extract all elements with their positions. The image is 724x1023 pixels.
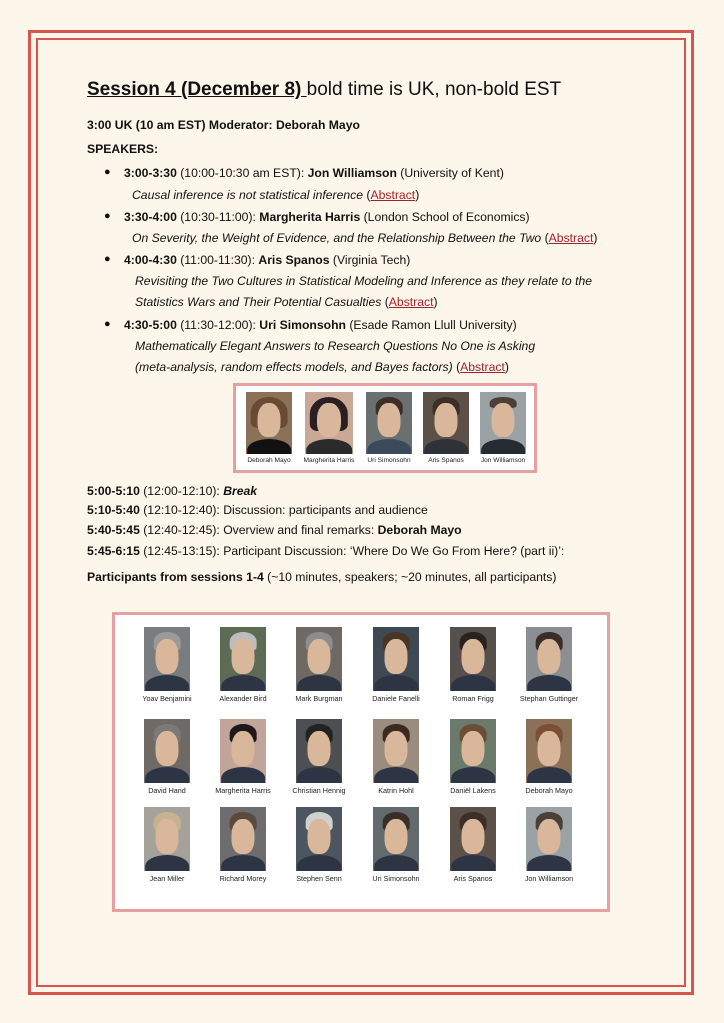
participant-name: Alexander Bird [219, 694, 267, 703]
bullet-icon: ● [104, 210, 111, 222]
participant-photo [281, 627, 357, 703]
speaker-photo: Margherita Harris [299, 392, 359, 464]
portrait-image [450, 627, 496, 691]
moderator-line: 3:00 UK (10 am EST) Moderator: Deborah Mayo [87, 118, 360, 132]
participant-name: Stephen Senn [296, 874, 342, 883]
participant-name: Richard Morey [219, 874, 267, 883]
schedule-break: 5:00-5:10 (12:00-12:10): Break [87, 484, 258, 498]
bullet-icon: ● [104, 318, 111, 330]
portrait-image [423, 392, 469, 454]
participant-photo [511, 807, 587, 883]
abstract-link[interactable]: Abstract [460, 360, 505, 374]
talk-4-title-line2: (meta-analysis, random effects models, and Bayes factors) (Abstract) [135, 360, 509, 374]
participant-photo [435, 627, 511, 703]
portrait-image [305, 392, 353, 454]
speaker-photo: Deborah Mayo [242, 392, 296, 464]
participant-name: Deborah Mayo [525, 786, 573, 795]
participant-name: Daniele Fanelli [372, 694, 420, 703]
participant-photo [129, 627, 205, 703]
participant-photo [511, 719, 587, 795]
participant-photo [281, 807, 357, 883]
participant-name: Roman Frigg [452, 694, 494, 703]
participant-photo [205, 807, 281, 883]
talk-3-title-line2: Statistics Wars and Their Potential Casualties (Abstract) [135, 295, 438, 309]
schedule-remarks: 5:40-5:45 (12:40-12:45): Overview and final remarks: Deborah Mayo [87, 523, 462, 537]
portrait-image [144, 719, 190, 783]
participant-name: David Hand [148, 786, 186, 795]
participant-name: Jon Williamson [524, 874, 574, 883]
portrait-image [246, 392, 292, 454]
portrait-image [144, 807, 190, 871]
portrait-image [373, 807, 419, 871]
abstract-link[interactable]: Abstract [370, 188, 416, 202]
portrait-image [450, 719, 496, 783]
participant-photo [205, 627, 281, 703]
participants-line: Participants from sessions 1-4 (~10 minutes, speakers; ~20 minutes, all participants) [87, 570, 557, 584]
portrait-image [480, 392, 526, 454]
participant-name: Jean Miller [149, 874, 185, 883]
participant-name: Stephan Guttinger [519, 694, 579, 703]
page-title: Session 4 (December 8) bold time is UK, non-bold EST [87, 79, 562, 100]
participant-photo [435, 719, 511, 795]
portrait-image [450, 807, 496, 871]
participant-name: Yoav Benjamini [142, 694, 192, 703]
speaker-photo: Jon Williamson [475, 392, 531, 464]
participant-photo [281, 719, 357, 795]
participant-name: Uri Simonsohn [372, 874, 420, 883]
participant-photo [358, 719, 434, 795]
bullet-icon: ● [104, 253, 111, 265]
portrait-image [526, 627, 572, 691]
participant-name: Katrin Hohl [378, 786, 414, 795]
talk-1-title: Causal inference is not statistical inference (Abstract) [132, 188, 420, 202]
portrait-image [220, 807, 266, 871]
talk-4-title-line1: Mathematically Elegant Answers to Research Questions No One is Asking [135, 339, 536, 353]
portrait-image [526, 719, 572, 783]
participant-photo [511, 627, 587, 703]
bullet-icon: ● [104, 166, 111, 178]
portrait-image [296, 719, 342, 783]
portrait-image [296, 807, 342, 871]
portrait-image [296, 627, 342, 691]
speakers-heading: SPEAKERS: [87, 142, 159, 156]
participants-photo-panel [112, 612, 610, 912]
participant-name: Margherita Harris [215, 786, 271, 795]
portrait-image [366, 392, 412, 454]
talk-2-line: 3:30-4:00 (10:30-11:00): Margherita Harris (London School of Economics) [124, 210, 530, 224]
portrait-image [220, 719, 266, 783]
speaker-photo: Aris Spanos [419, 392, 473, 464]
portrait-image [373, 719, 419, 783]
talk-2-title: On Severity, the Weight of Evidence, and the Relationship Between the Two (Abstract) [132, 231, 598, 245]
speaker-photo: Uri Simonsohn [362, 392, 416, 464]
abstract-link[interactable]: Abstract [548, 231, 594, 245]
participant-name: Daniël Lakens [450, 786, 496, 795]
participant-photo [205, 719, 281, 795]
portrait-image [526, 807, 572, 871]
participant-photo [358, 807, 434, 883]
schedule-discussion: 5:10-5:40 (12:10-12:40): Discussion: participants and audience [87, 503, 428, 517]
participant-photo [129, 807, 205, 883]
participant-photo [129, 719, 205, 795]
participant-photo [358, 627, 434, 703]
participant-name: Mark Burgman [295, 694, 343, 703]
talk-3-line: 4:00-4:30 (11:00-11:30): Aris Spanos (Virginia Tech) [124, 253, 411, 267]
portrait-image [144, 627, 190, 691]
schedule-participant-discussion: 5:45-6:15 (12:45-13:15): Participant Discussion: ‘Where Do We Go From Here? (part ii)’: [87, 544, 565, 558]
abstract-link[interactable]: Abstract [388, 295, 434, 309]
participant-name: Aris Spanos [453, 874, 493, 883]
portrait-image [220, 627, 266, 691]
talk-3-title-line1: Revisiting the Two Cultures in Statistical Modeling and Inference as they relate to the [135, 274, 593, 288]
portrait-image [373, 627, 419, 691]
speaker-photo-panel [233, 383, 537, 473]
talk-4-line: 4:30-5:00 (11:30-12:00): Uri Simonsohn (Esade Ramon Llull University) [124, 318, 517, 332]
talk-1-line: 3:00-3:30 (10:00-10:30 am EST): Jon Williamson (University of Kent) [124, 166, 504, 180]
participant-name: Christian Hennig [292, 786, 346, 795]
participant-photo [435, 807, 511, 883]
